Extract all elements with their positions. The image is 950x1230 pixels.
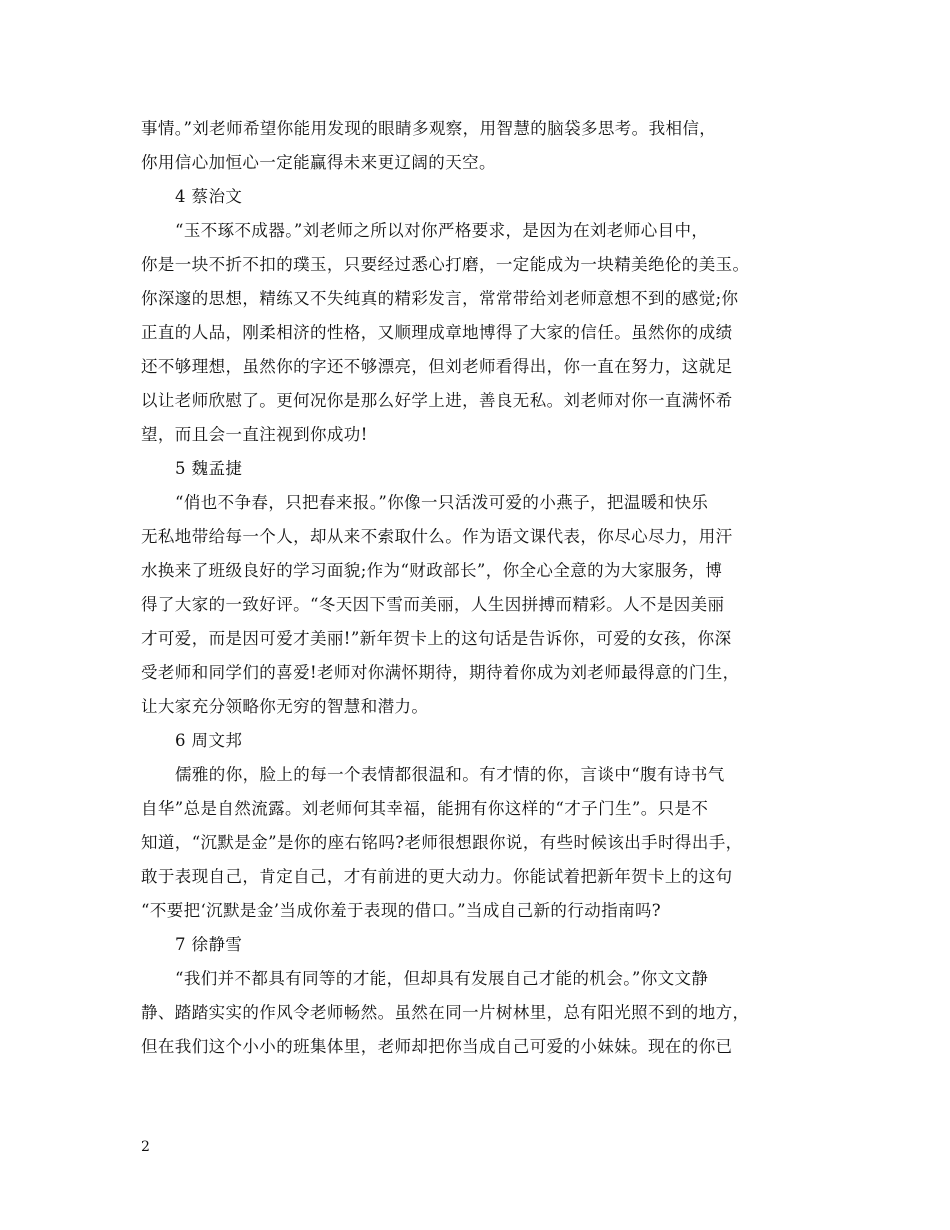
student-heading: 7 徐静雪 bbox=[175, 935, 243, 954]
student-heading: 4 蔡治文 bbox=[175, 187, 243, 206]
text-line: 你深邃的思想，精练又不失纯真的精彩发言，常常带给刘老师意想不到的感觉;你 bbox=[141, 289, 739, 308]
text-line: “俏也不争春，只把春来报。”你像一只活泼可爱的小燕子，把温暖和快乐 bbox=[175, 493, 709, 512]
text-line: 儒雅的你，脸上的每一个表情都很温和。有才情的你，言谈中“腹有诗书气 bbox=[175, 765, 725, 784]
text-line: 知道，“沉默是金”是你的座右铭吗?老师很想跟你说，有些时候该出手时得出手， bbox=[141, 833, 743, 852]
text-line: 还不够理想，虽然你的字还不够漂亮，但刘老师看得出，你一直在努力，这就足 bbox=[141, 357, 733, 376]
text-line: 但在我们这个小小的班集体里，老师却把你当成自己可爱的小妹妹。现在的你已 bbox=[141, 1037, 733, 1056]
text-line: 静、踏踏实实的作风令老师畅然。虽然在同一片树林里，总有阳光照不到的地方， bbox=[141, 1003, 750, 1022]
text-line: 自华”总是自然流露。刘老师何其幸福，能拥有你这样的“才子门生”。只是不 bbox=[141, 799, 709, 818]
text-line: 受老师和同学们的喜爱!老师对你满怀期待，期待着你成为刘老师最得意的门生， bbox=[141, 663, 740, 682]
text-line: 你是一块不折不扣的璞玉，只要经过悉心打磨，一定能成为一块精美绝伦的美玉。 bbox=[141, 255, 750, 274]
document-body bbox=[141, 112, 831, 1064]
text-line: 让大家充分领略你无穷的智慧和潜力。 bbox=[141, 697, 429, 716]
student-heading: 6 周文邦 bbox=[175, 731, 243, 750]
text-line: 水换来了班级良好的学习面貌;作为“财政部长”，你全心全意的为大家服务，博 bbox=[141, 561, 723, 580]
student-heading: 5 魏孟捷 bbox=[175, 459, 243, 478]
text-line: “玉不琢不成器。”刘老师之所以对你严格要求，是因为在刘老师心目中， bbox=[175, 221, 709, 240]
text-line: 事情。”刘老师希望你能用发现的眼睛多观察，用智慧的脑袋多思考。我相信， bbox=[141, 119, 717, 138]
text-line: 才可爱，而是因可爱才美丽!”新年贺卡上的这句话是告诉你，可爱的女孩，你深 bbox=[141, 629, 732, 648]
page-number: 2 bbox=[141, 1139, 150, 1155]
text-line: 你用信心加恒心一定能赢得未来更辽阔的天空。 bbox=[141, 153, 496, 172]
text-line: “不要把‘沉默是金’当成你羞于表现的借口。”当成自己新的行动指南吗? bbox=[141, 901, 662, 920]
text-line: 得了大家的一致好评。“冬天因下雪而美丽，人生因拼搏而精彩。人不是因美丽 bbox=[141, 595, 725, 614]
text-line: “我们并不都具有同等的才能，但却具有发展自己才能的机会。”你文文静 bbox=[175, 969, 709, 988]
text-line: 正直的人品，刚柔相济的性格，又顺理成章地博得了大家的信任。虽然你的成绩 bbox=[141, 323, 733, 342]
text-line: 敢于表现自己，肯定自己，才有前进的更大动力。你能试着把新年贺卡上的这句 bbox=[141, 867, 733, 886]
text-line: 以让老师欣慰了。更何况你是那么好学上进，善良无私。刘老师对你一直满怀希 bbox=[141, 391, 733, 410]
text-line: 无私地带给每一个人，却从来不索取什么。作为语文课代表，你尽心尽力，用汗 bbox=[141, 527, 733, 546]
text-line: 望，而且会一直注视到你成功! bbox=[141, 425, 368, 444]
